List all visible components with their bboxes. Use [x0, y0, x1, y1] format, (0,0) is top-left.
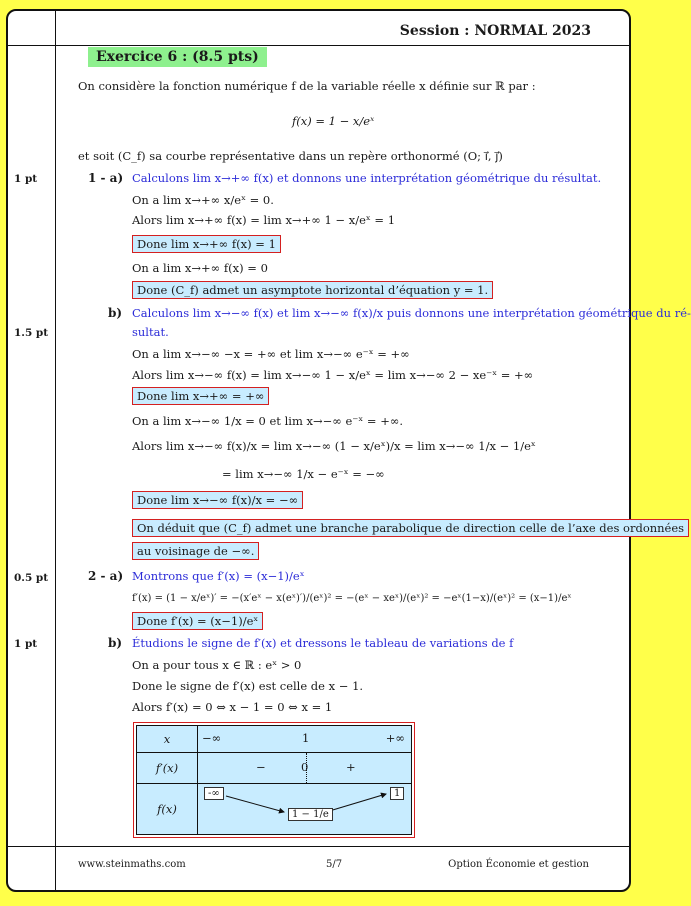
q2a-derivative-line: f′(x) = (1 − x/eˣ)′ = −(x′eˣ − x(eˣ)′)/(eˣ)² = −(eˣ − xeˣ)/(eˣ)² = −eˣ(1−x)/(eˣ)² = (x−1)/eˣ — [132, 593, 572, 604]
q2b-line: Alors f′(x) = 0 ⇔ x − 1 = 0 ⇔ x = 1 — [132, 700, 333, 714]
question-2b-title: Étudions le signe de f′(x) et dressons le tableau de variations de f — [132, 636, 514, 650]
margin-rule — [55, 11, 56, 890]
table-variation-row — [198, 784, 412, 835]
q1b-line: On a lim x→−∞ −x = +∞ et lim x→−∞ e⁻ˣ = +∞ — [132, 347, 410, 361]
sign-zero: 0 — [301, 760, 309, 774]
q1b-line: Alors lim x→−∞ f(x) = lim x→−∞ 1 − x/eˣ = lim x→−∞ 2 − xe⁻ˣ = +∞ — [132, 368, 534, 382]
exercise-title: Exercice 6 : (8.5 pts) — [88, 47, 267, 67]
question-1b-title: Calculons lim x→−∞ f(x) et lim x→−∞ f(x)/x puis donnons une interprétation géométrique du ré- — [132, 306, 691, 320]
q2a-result-box: Done f′(x) = (x−1)/eˣ — [132, 612, 263, 630]
points-1: 1 pt — [14, 173, 38, 185]
question-1a-title: Calculons lim x→+∞ f(x) et donnons une interprétation géométrique du résultat. — [132, 171, 602, 185]
function-formula: f(x) = 1 − x/eˣ — [292, 114, 375, 128]
q1b-branch-box-cont: au voisinage de −∞. — [132, 542, 259, 560]
q1a-result-box: Done lim x→+∞ f(x) = 1 — [132, 235, 281, 253]
question-2b-label: b) — [108, 636, 123, 650]
q2b-line: Done le signe de f′(x) est celle de x − 1. — [132, 679, 364, 693]
question-2a-title: Montrons que f′(x) = (x−1)/eˣ — [132, 569, 305, 583]
question-1b-label: b) — [108, 306, 123, 320]
intro-curve-line: et soit (C_f) sa courbe représentative dans un repère orthonormé (O; i⃗, j⃗) — [78, 149, 503, 163]
q1b-limit-box: Done lim x→+∞ = +∞ — [132, 387, 269, 405]
table-x-values — [198, 726, 412, 753]
sign-negative: − — [256, 760, 266, 774]
question-2a-label: 2 - a) — [88, 569, 124, 583]
variation-table — [136, 725, 412, 835]
q2b-line: On a pour tous x ∈ ℝ : eˣ > 0 — [132, 658, 302, 672]
q1a-asymptote-box: Done (C_f) admet un asymptote horizontal d’équation y = 1. — [132, 281, 493, 299]
intro-line: On considère la fonction numérique f de la variable réelle x définie sur ℝ par : — [78, 79, 536, 93]
q1b-branch-box: On déduit que (C_f) admet une branche parabolique de direction celle de l’axe des ordonnées — [132, 519, 689, 537]
q1b-line: On a lim x→−∞ 1/x = 0 et lim x→−∞ e⁻ˣ = +∞. — [132, 414, 404, 428]
x-plus-infinity: +∞ — [385, 731, 405, 745]
session-header: Session : NORMAL 2023 — [399, 23, 591, 39]
footer-website: www.steinmaths.com — [78, 859, 186, 870]
footer-page-number: 5/7 — [326, 859, 343, 870]
question-1a-label: 1 - a) — [88, 171, 124, 185]
points-3: 0.5 pt — [14, 572, 49, 584]
increasing-arrow — [326, 794, 386, 812]
f-right-value: 1 — [390, 787, 404, 800]
f-min-value: 1 − 1/e — [288, 808, 333, 821]
table-row-derivative-label: f′(x) — [137, 753, 198, 784]
decreasing-arrow — [226, 796, 284, 812]
question-1b-title-cont: sultat. — [132, 325, 169, 339]
q1a-line: On a lim x→+∞ x/eˣ = 0. — [132, 193, 274, 207]
q1b-line: = lim x→−∞ 1/x − e⁻ˣ = −∞ — [222, 467, 385, 481]
table-row-x-label: x — [137, 726, 198, 753]
document-page — [6, 9, 691, 892]
footer-rule — [8, 846, 629, 847]
q1a-line: On a lim x→+∞ f(x) = 0 — [132, 261, 268, 275]
points-2: 1.5 pt — [14, 327, 49, 339]
sign-positive: + — [346, 760, 356, 774]
q1b-line: Alors lim x→−∞ f(x)/x = lim x→−∞ (1 − x/eˣ)/x = lim x→−∞ 1/x − 1/eˣ — [132, 439, 536, 453]
x-minus-infinity: −∞ — [202, 731, 222, 745]
q1b-ratio-box: Done lim x→−∞ f(x)/x = −∞ — [132, 491, 303, 509]
footer-option: Option Économie et gestion — [448, 859, 589, 870]
points-4: 1 pt — [14, 638, 38, 650]
header-rule — [8, 45, 629, 46]
q1a-line: Alors lim x→+∞ f(x) = lim x→+∞ 1 − x/eˣ = 1 — [132, 213, 396, 227]
table-row-function-label: f(x) — [137, 784, 198, 835]
x-one: 1 — [302, 731, 310, 745]
zero-dotted-line — [306, 753, 307, 783]
table-sign-row — [198, 753, 412, 784]
f-left-value: -∞ — [204, 787, 224, 800]
